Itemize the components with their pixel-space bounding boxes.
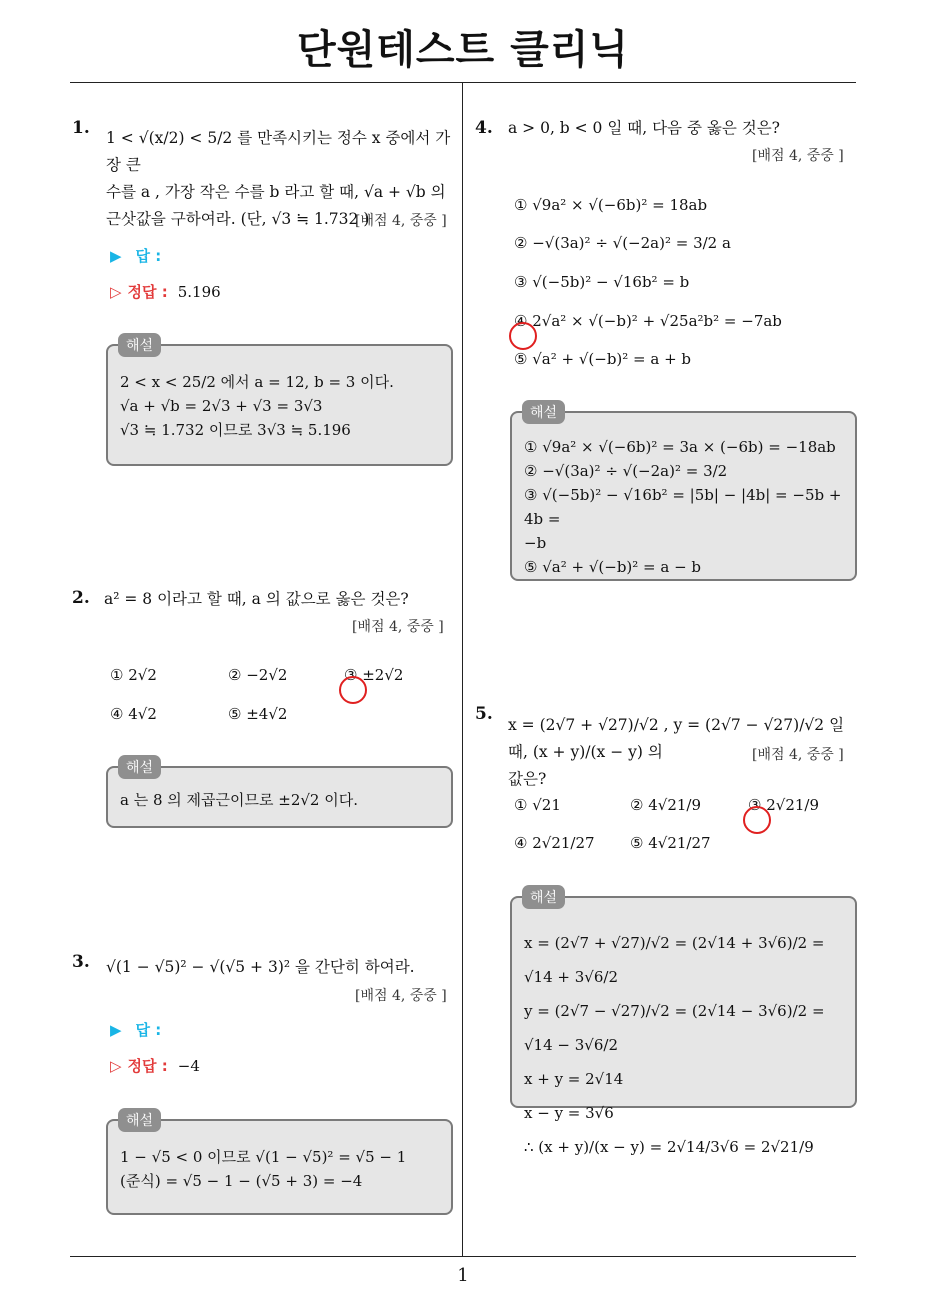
- problem-3-answer-line[interactable]: [110, 1019, 161, 1040]
- problem-4-question: a > 0, b < 0 일 때, 다음 중 옳은 것은?: [508, 119, 780, 137]
- problem-4-choice-2[interactable]: ② −√(3a)² ÷ √(−2a)² = 3/2 a: [514, 234, 731, 252]
- problem-5-choice-3-text: ③ 2√21/9: [748, 796, 820, 814]
- problem-4-choice-3[interactable]: ③ √(−5b)² − √16b² = b: [514, 273, 690, 291]
- problem-2-explanation-line-1: a 는 8 의 제곱근이므로 ±2√2 이다.: [120, 791, 358, 809]
- problem-4-explanation-line-4: −b: [524, 534, 547, 552]
- problem-3-question: √(1 − √5)² − √(√5 + 3)² 을 간단히 하여라.: [106, 958, 415, 976]
- column-divider: [462, 82, 463, 1257]
- problem-4-explanation: [510, 411, 857, 581]
- problem-4-choice-1[interactable]: ① √9a² × √(−6b)² = 18ab: [514, 196, 708, 214]
- problem-2-question: a² = 8 이라고 할 때, a 의 값으로 옳은 것은?: [104, 590, 409, 608]
- problem-1-explanation-line-2: √a + √b = 2√3 + √3 = 3√3: [120, 397, 323, 415]
- problem-5-choice-1[interactable]: ① √21: [514, 796, 561, 814]
- problem-5-line-2: 값은?: [508, 770, 547, 788]
- problem-5-choice-5[interactable]: ⑤ 4√21/27: [630, 834, 711, 852]
- answer-label: 답 :: [135, 247, 162, 265]
- problem-2-choice-3-text: ③ ±2√2: [344, 666, 404, 684]
- problem-2-explanation-tag: 해설: [118, 755, 161, 779]
- problem-2-choice-3[interactable]: [344, 666, 403, 684]
- problem-2-choice-5[interactable]: ⑤ ±4√2: [228, 705, 288, 723]
- problem-5-explanation-line-1: x = (2√7 + √27)/√2 = (2√14 + 3√6)/2 = √14 + 3√6/2: [524, 934, 825, 986]
- problem-5-explanation-line-4: x − y = 3√6: [524, 1104, 614, 1122]
- problem-4-score: [배점 4, 중중 ]: [752, 148, 844, 164]
- problem-5-explanation-line-3: x + y = 2√14: [524, 1070, 624, 1088]
- problem-3-number: 3.: [72, 952, 90, 972]
- problem-5-explanation-line-5: ∴ (x + y)/(x − y) = 2√14/3√6 = 2√21/9: [524, 1138, 814, 1156]
- problem-1-line-2: 수를 a , 가장 작은 수를 b 라고 할 때, √a + √b 의: [106, 183, 446, 201]
- correct-arrow-icon: ▷: [110, 1057, 122, 1075]
- problem-5-explanation-tag: 해설: [522, 885, 565, 909]
- problem-5-choice-2[interactable]: ② 4√21/9: [630, 796, 702, 814]
- bottom-rule: [70, 1256, 856, 1257]
- answer-label: 답 :: [135, 1021, 162, 1039]
- page-number: 1: [457, 1265, 469, 1286]
- problem-4-explanation-line-1: ① √9a² × √(−6b)² = 3a × (−6b) = −18ab: [524, 438, 836, 456]
- problem-2-choice-4[interactable]: ④ 4√2: [110, 705, 157, 723]
- correct-label: 정답 :: [127, 1057, 168, 1075]
- problem-5-line-1: x = (2√7 + √27)/√2 , y = (2√7 − √27)/√2 일 때, (x + y)/(x − y) 의: [508, 716, 845, 761]
- problem-1-explanation-line-3: √3 ≒ 1.732 이므로 3√3 ≒ 5.196: [120, 421, 351, 439]
- page-title: 단원테스트 클리닉: [296, 27, 630, 73]
- problem-5-choice-4[interactable]: ④ 2√21/27: [514, 834, 595, 852]
- problem-4-choice-5[interactable]: ⑤ √a² + √(−b)² = a + b: [514, 350, 692, 368]
- problem-4-number: 4.: [475, 118, 493, 138]
- problem-4-explanation-line-2: ② −√(3a)² ÷ √(−2a)² = 3/2: [524, 462, 728, 480]
- problem-2-choice-2[interactable]: ② −2√2: [228, 666, 288, 684]
- problem-5-explanation-line-2: y = (2√7 − √27)/√2 = (2√14 − 3√6)/2 = √14 − 3√6/2: [524, 1002, 825, 1054]
- correct-arrow-icon: ▷: [110, 283, 122, 301]
- problem-4-choice-4[interactable]: [514, 312, 782, 330]
- problem-1-explanation-line-1: 2 < x < 25/2 에서 a = 12, b = 3 이다.: [120, 373, 394, 391]
- problem-2-number: 2.: [72, 588, 90, 608]
- problem-2-choice-1[interactable]: ① 2√2: [110, 666, 157, 684]
- problem-4-choice-4-text: ④ 2√a² × √(−b)² + √25a²b² = −7ab: [514, 312, 782, 330]
- problem-1-explanation: [106, 344, 453, 466]
- problem-1-correct-line: [110, 281, 221, 302]
- answer-arrow-icon: ▶: [110, 1021, 122, 1039]
- problem-1-line-3: 근삿값을 구하여라. (단, √3 ≒ 1.732 ): [106, 210, 370, 228]
- problem-3-explanation-line-1: 1 − √5 < 0 이므로 √(1 − √5)² = √5 − 1: [120, 1148, 407, 1166]
- problem-3-correct-value: −4: [177, 1057, 200, 1075]
- top-rule: [70, 82, 856, 83]
- answer-arrow-icon: ▶: [110, 247, 122, 265]
- problem-5-score: [배점 4, 중중 ]: [752, 747, 844, 763]
- problem-4-explanation-line-5: ⑤ √a² + √(−b)² = a − b: [524, 558, 702, 576]
- correct-label: 정답 :: [127, 283, 168, 301]
- problem-4-explanation-tag: 해설: [522, 400, 565, 424]
- problem-1-line-1: 1 < √(x/2) < 5/2 를 만족시키는 정수 x 중에서 가장 큰: [106, 129, 451, 174]
- problem-2-score: [배점 4, 중중 ]: [352, 619, 444, 635]
- problem-1-correct-value: 5.196: [177, 283, 221, 301]
- problem-3-explanation: [106, 1119, 453, 1215]
- problem-3-explanation-tag: 해설: [118, 1108, 161, 1132]
- problem-5-explanation: [510, 896, 857, 1156]
- problem-1-answer-line[interactable]: [110, 245, 161, 266]
- problem-5-number: 5.: [475, 704, 493, 724]
- problem-5-choice-3[interactable]: [748, 796, 819, 814]
- problem-1-score: [배점 4, 중중 ]: [355, 213, 447, 229]
- problem-3-correct-line: [110, 1055, 200, 1076]
- problem-1-number: 1.: [72, 118, 90, 138]
- problem-3-score: [배점 4, 중중 ]: [355, 988, 447, 1004]
- problem-1-explanation-tag: 해설: [118, 333, 161, 357]
- problem-3-explanation-line-2: (준식) = √5 − 1 − (√5 + 3) = −4: [120, 1172, 363, 1190]
- problem-4-explanation-line-3: ③ √(−5b)² − √16b² = |5b| − |4b| = −5b + 4b =: [524, 486, 842, 528]
